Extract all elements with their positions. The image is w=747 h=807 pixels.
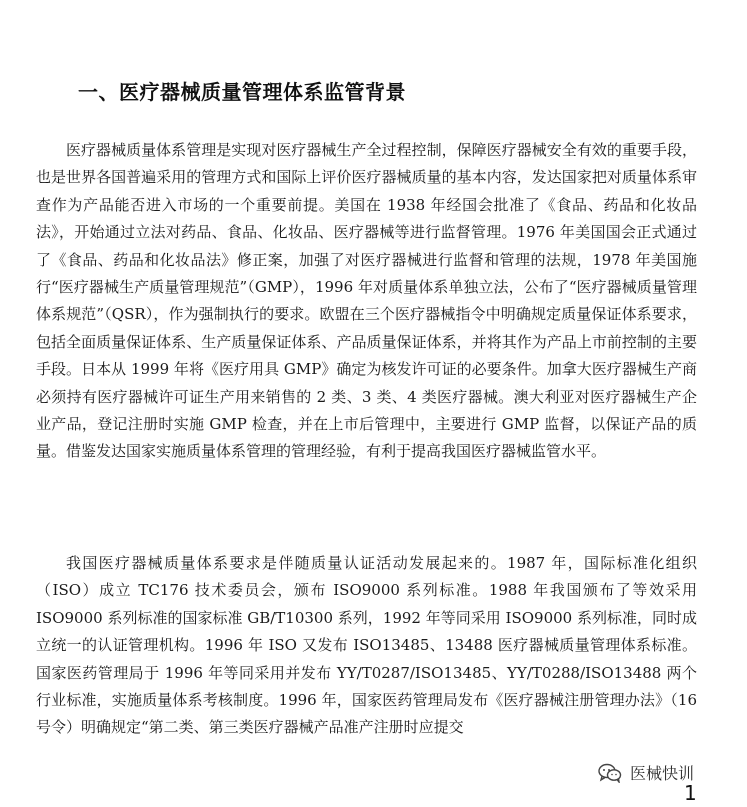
paragraph-1: 医疗器械质量体系管理是实现对医疗器械生产全过程控制，保障医疗器械安全有效的重要手段，也是世界各国普遍采用的管理方式和国际上评价医疗器械质量的基本内容，发达国家把对质量体系审查作为产品能否进入市场的一个重要前提。美国在 1938 年经国会批准了《食品、药品和化妆品法》，开始通过立法对药品、食品、化妆品、医疗器械等进行监督管理。1976 年美国国会正式通过了《食品、药品和化妆品法》修正案，加强了对医疗器械进行监督和管理的法规，1978 年美国施行“医疗器械生产质量管理规范”（GMP），1996 年对质量体系单独立法，公布了“医疗器械质量管理体系规范”（QSR），作为强制执行的要求。欧盟在三个医疗器械指令中明确规定质量保证体系要求，包括全面质量保证体系、生产质量保证体系、产品质量保证体系，并将其作为产品上市前控制的主要手段。日本从 1999 年将《医疗用具 GMP》确定为核发许可证的必要条件。加拿大医疗器械生产商必须持有医疗器械许可证生产用来销售的 2 类、3 类、4 类医疗器械。澳大利亚对医疗器械生产企业产品，登记注册时实施 GMP 检查，并在上市后管理中，主要进行 GMP 监督，以保证产品的质量。借鉴发达国家实施质量体系管理的管理经验，有利于提高我国医疗器械监管水平。 [36,141,697,461]
paragraph-2: 我国医疗器械质量体系要求是伴随质量认证活动发展起来的。1987 年，国际标准化组织（ISO）成立 TC176 技术委员会，颁布 ISO9000 系列标准。1988 年我国颁布了等效采用 ISO9000 系列标准的国家标准 GB/T10300 系列，1992 年等同采用 ISO9000 系列标准，同时成立统一的认证管理机构。1996 年 ISO 又发布 ISO13485、13488 医疗器械质量管理体系标准。国家医药管理局于 1996 年等同采用并发布 YY/T0287/ISO13485、YY/T0288/ISO13488 两个行业标准，实施质量体系考核制度。1996 年，国家医药管理局发布《医疗器械注册管理办法》（16 号令）明确规定“第二类、第三类医疗器械产品准产注册时应提交 [36,554,697,737]
section-heading: 一、医疗器械质量管理体系监管背景 [78,80,406,104]
watermark-label: 医械快训 [630,764,695,783]
page-number: 1 [684,781,697,805]
wechat-icon [598,763,622,783]
